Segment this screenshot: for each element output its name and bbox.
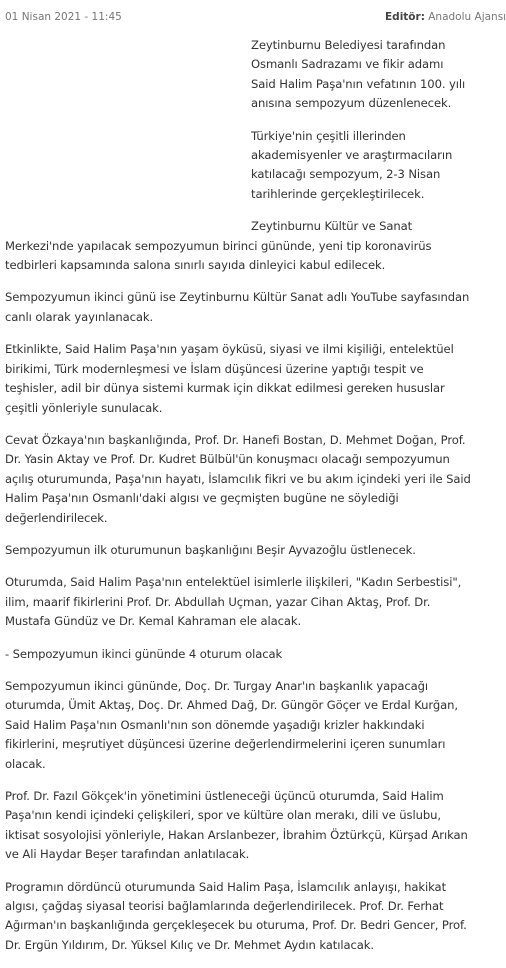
- article-paragraph: Zeytinburnu Kültür ve Sanat Merkezi'nde yapılacak sempozyumun birinci gününde, yeni tip koronavirüs tedbirleri kapsamında salona sınırlı sayıda dinleyici kabul edilecek.: [5, 219, 432, 273]
- editor-credit: [385, 11, 506, 23]
- article-paragraph: Sempozyumun ikinci günü ise Zeytinburnu Kültür Sanat adlı YouTube sayfasından canlı olarak yayınlanacak.: [5, 290, 470, 324]
- editor-label: Editör:: [385, 11, 425, 23]
- article-subheading: - Sempozyumun ikinci gününde 4 oturum olacak: [5, 646, 283, 661]
- article-paragraph: Sempozyumun ikinci gününde, Doç. Dr. Turgay Anar'ın başkanlık yapacağı oturumda, Ümit Aktaş, Doç. Dr. Ahmed Dağ, Dr. Güngör Göçer ve Erdal Kurğan, Said Halim Paşa'nın Osmanlı'nın son dönemde yaşadığı krizler hakkındaki fikirlerini, meşrutiyet düşüncesi üzerine değerlendirmelerini içeren sunumları olacak.: [5, 678, 458, 771]
- publish-date: 01 Nisan 2021 - 11:45: [5, 11, 122, 23]
- article-paragraph: Prof. Dr. Fazıl Gökçek'in yönetimini üstleneceği üçüncü oturumda, Said Halim Paşa'nın kendi içindeki çelişkileri, spor ve kültüre olan merakı, dili ve üslubu, iktisat sosyolojisi yönleriyle, Hakan Arslanbezer, İbrahim Öztürkçü, Kürşad Arıkan ve Ali Haydar Beşer tarafından anlatılacak.: [5, 789, 468, 862]
- article-paragraph: Cevat Özkaya'nın başkanlığında, Prof. Dr. Hanefi Bostan, D. Mehmet Doğan, Prof. Dr. Yasin Aktay ve Prof. Dr. Kudret Bülbül'ün konuşmacı olacağı sempozyumun açılış oturumunda, Paşa'nın hayatı, İslamcılık fikri ve bu akım içindeki yeri ile Said Halim Paşa'nın Osmanlı'daki algısı ve geçmişten bugüne ne söylediği değerlendirilecek.: [5, 432, 471, 525]
- editor-name: Anadolu Ajansı: [428, 11, 506, 23]
- article-paragraph: Türkiye'nin çeşitli illerinden akademisyenler ve araştırmacıların katılacağı sempozyum, 2-3 Nisan tarihlerinde gerçekleştirilecek.: [251, 128, 453, 201]
- article-paragraph: Zeytinburnu Belediyesi tarafından Osmanlı Sadrazamı ve fikir adamı Said Halim Paşa'nın vefatının 100. yılı anısına sempozyum düzenlenecek.: [251, 38, 466, 111]
- article-meta: [5, 6, 506, 26]
- article-paragraph: Etkinlikte, Said Halim Paşa'nın yaşam öyküsü, siyasi ve ilmi kişiliği, entelektüel birikimi, Türk modernleşmesi ve İslam düşüncesi üzerine yaptığı tespit ve teşhisler, adil bir dünya sistemi kurmak için dikkat edilmesi gereken hususlar çeşitli yönleriyle sunulacak.: [5, 342, 454, 415]
- article-body: [5, 36, 471, 968]
- article-paragraph: Programın dördüncü oturumunda Said Halim Paşa, İslamcılık anlayışı, hakikat algısı, çağdaş siyasal teorisi bağlamlarında değerlendirilecek. Prof. Dr. Ferhat Ağırman'ın başkanlığında gerçekleşecek bu oturuma, Prof. Dr. Bedri Gencer, Prof. Dr. Ergün Yıldırım, Dr. Yüksel Kılıç ve Dr. Mehmet Aydın katılacak.: [5, 879, 467, 952]
- article-paragraph: Sempozyumun ilk oturumunun başkanlığını Beşir Ayvazoğlu üstlenecek.: [5, 542, 416, 557]
- article-paragraph: Oturumda, Said Halim Paşa'nın entelektüel isimlerle ilişkileri, "Kadın Serbestisi", ilim, maarif fikirlerini Prof. Dr. Abdullah Uçman, yazar Cihan Aktaş, Prof. Dr. Mustafa Gündüz ve Dr. Kemal Kahraman ele alacak.: [5, 575, 462, 629]
